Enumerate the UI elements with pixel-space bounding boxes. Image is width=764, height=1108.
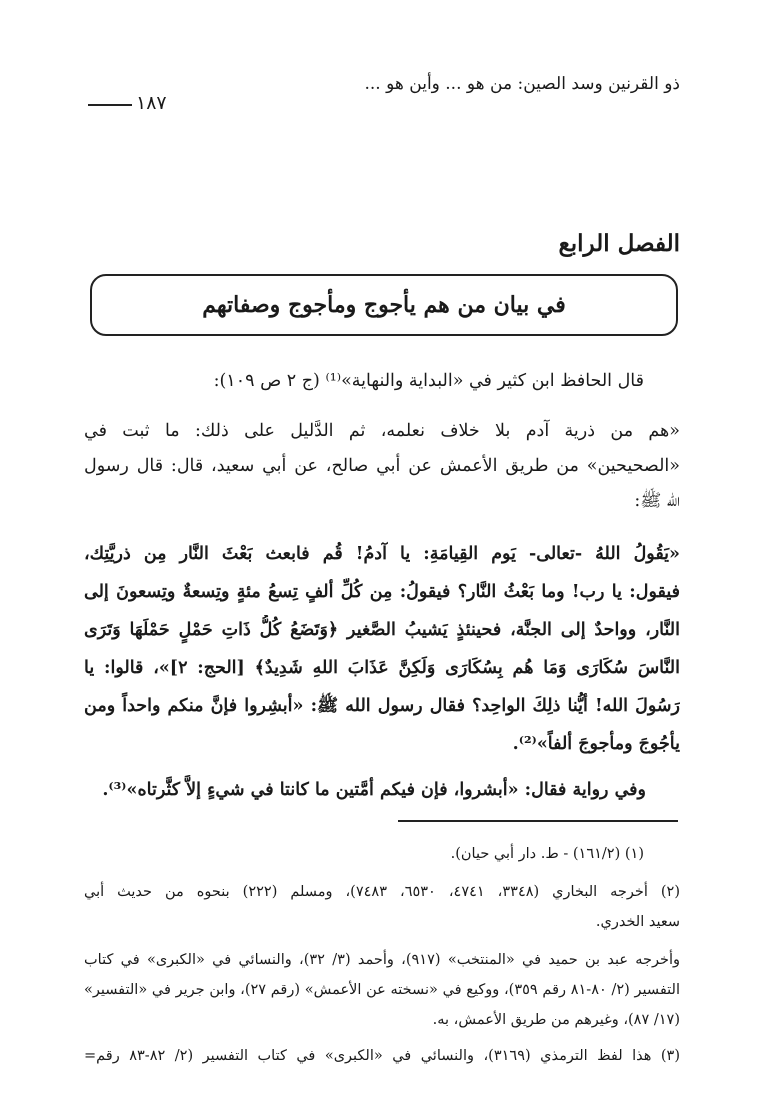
footnote-line: سعيد الخدري. <box>595 914 680 930</box>
body-line: الله ﷺ: <box>634 491 680 511</box>
running-header <box>88 70 680 116</box>
footnote-separator <box>398 820 678 822</box>
footnote-line: (٣) هذا لفظ الترمذي (٣١٦٩)، والنسائي في «الكبرى» في كتاب التفسير (٢/ ٨٢-٨٣ رقم= <box>84 1048 680 1064</box>
body-line: «يَقُولُ اللهُ -تعالى- يَوم القِيامَةِ: يا آدمُ! قُم فابعث بَعْثَ النَّار مِن ذريَّتِك، <box>84 544 680 564</box>
chapter-title-box <box>90 274 678 336</box>
footnote-line: (٢) أخرجه البخاري (٣٣٤٨، ٤٧٤١، ٦٥٣٠، ٧٤٨٣)، ومسلم (٢٢٢) بنحوه من حديث أبي <box>84 884 680 900</box>
running-title: ذو القرنين وسد الصين: من هو ... وأين هو ... <box>364 74 680 94</box>
chapter-heading: الفصل الرابع <box>558 230 680 257</box>
footnote-line: التفسير (٢/ ٨٠-٨١ رقم ٣٥٩)، ووكيع في «نسخته عن الأعمش» (رقم ٢٧)، وابن جرير في «التفسير» <box>84 982 680 998</box>
body-line: وفي رواية فقال: «أبشروا، فإن فيكم أمَّتين ما كانتا في شيءٍ إلاَّ كثَّرتاه»⁽³⁾. <box>102 780 646 800</box>
chapter-title: في بيان من هم يأجوج ومأجوج وصفاتهم <box>202 292 566 318</box>
body-line: «هم من ذرية آدم بلا خلاف نعلمه، ثم الدَّليل على ذلك: ما ثبت في <box>84 421 680 441</box>
body-line: قال الحافظ ابن كثير في «البداية والنهاية»⁽¹⁾ (ج ٢ ص ١٠٩): <box>213 371 644 391</box>
page-number: ١٨٧ <box>136 92 167 114</box>
body-line: النَّار، وواحدٌ إلى الجنَّة، فحينئذٍ يَشيبُ الصَّغير ﴿وَتَضَعُ كُلُّ ذَاتِ حَمْلٍ حَمْلَهَا وَتَرَى <box>84 620 680 640</box>
page-number-rule <box>88 104 132 106</box>
body-line: النَّاسَ سُكَارَى وَمَا هُم بِسُكَارَى وَلَكِنَّ عَذَابَ اللهِ شَدِيدٌ﴾ [الحج: ٢]»، قالوا: يا <box>84 658 680 678</box>
footnote-line: (١٧/ ٨٧)، وغيرهم من طريق الأعمش، به. <box>432 1012 680 1028</box>
footnote-line: وأخرجه عبد بن حميد في «المنتخب» (٩١٧)، وأحمد (٣/ ٣٢)، والنسائي في «الكبرى» في كتاب <box>84 952 680 968</box>
body-line: «الصحيحين» من طريق الأعمش عن أبي صالح، عن أبي سعيد، قال: قال رسول <box>84 456 680 476</box>
footnote-line: (١) (١٦١/٢) - ط. دار أبي حيان). <box>450 846 644 862</box>
page-number-row <box>88 92 288 116</box>
body-line: فيقول: يا رب! وما بَعْثُ النَّار؟ فيقولُ: مِن كُلِّ ألفٍ تِسعُ مئةٍ وتِسعةٌ وتِسعونَ إلى <box>84 582 680 602</box>
body-line: رَسُولَ الله! أيُّنا ذلِكَ الواحِد؟ فقال رسول الله ﷺ: «أبشِروا فإنَّ منكم واحداً ومن <box>84 696 680 716</box>
body-line: يأجُوجَ ومأجوجَ ألفاً»⁽²⁾. <box>512 734 680 754</box>
